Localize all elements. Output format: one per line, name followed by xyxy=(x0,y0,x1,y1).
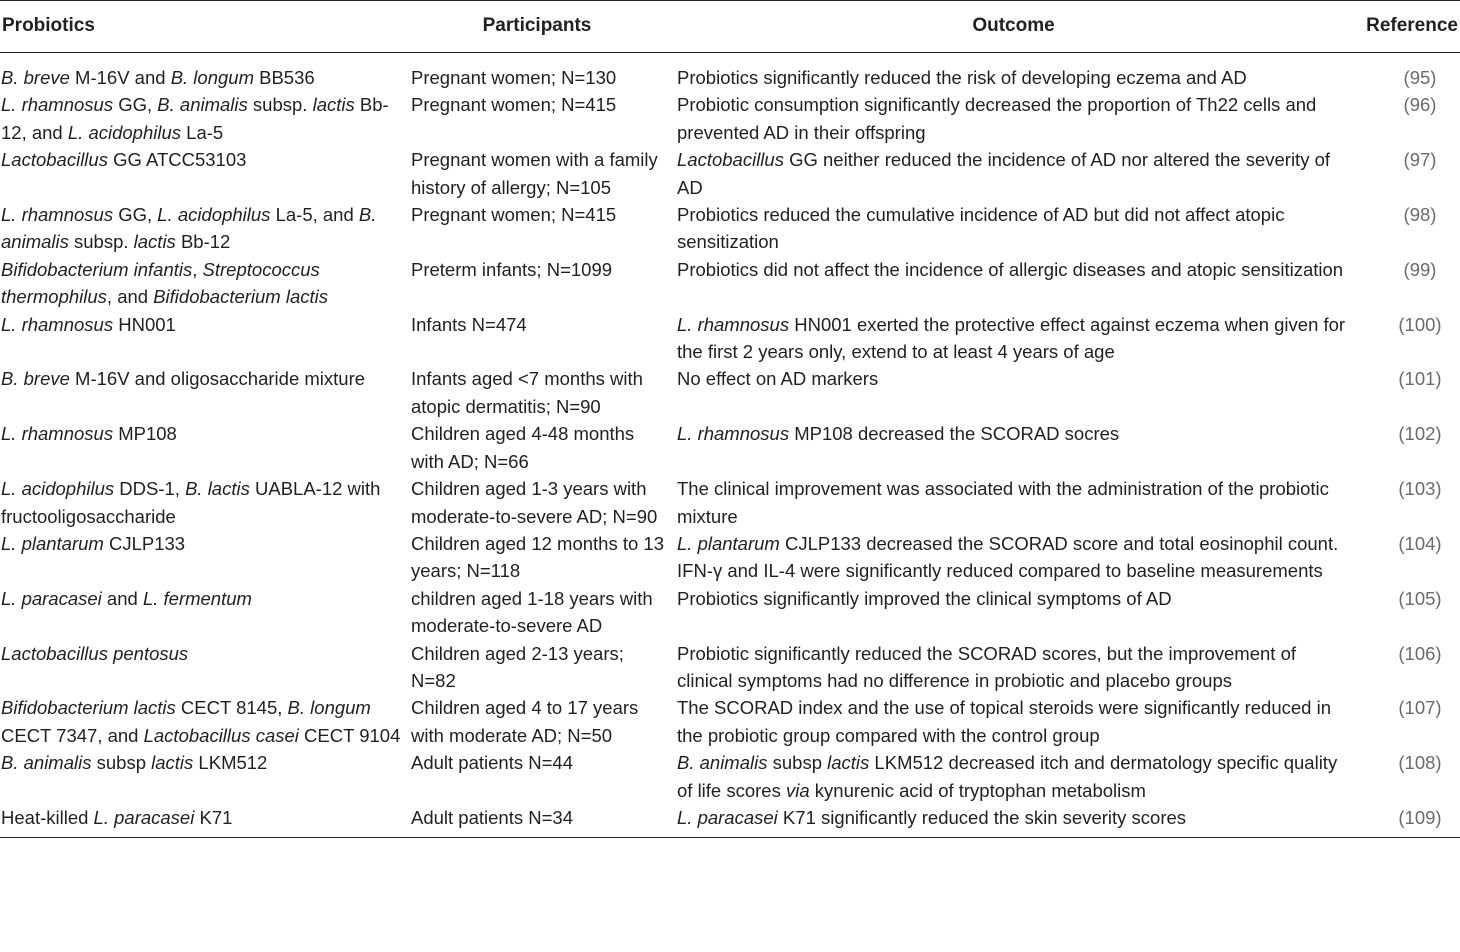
text-run: No effect on AD markers xyxy=(677,368,879,390)
text-run: GG ATCC53103 xyxy=(107,149,247,171)
cell-outcome xyxy=(671,804,1356,838)
text-run: CECT 9104 xyxy=(298,724,401,746)
cell-participants: Pregnant women; N=415 xyxy=(411,94,617,116)
italic-text-run: L. paracasei xyxy=(677,806,778,828)
cell-outcome xyxy=(671,420,1356,475)
text-run: , xyxy=(192,258,203,280)
cell-reference: (98) xyxy=(1403,204,1437,226)
italic-text-run: L. plantarum xyxy=(677,532,780,554)
text-run: Probiotic significantly reduced the SCORAD scores, but the improvement of clinical symptoms had no difference in probiotic and placebo groups xyxy=(677,642,1297,691)
text-run: K71 significantly reduced the skin severity scores xyxy=(777,806,1187,828)
text-run: Bb-12 xyxy=(175,231,231,253)
text-run: UABLA-12 with fructooligosaccharide xyxy=(1,478,381,527)
text-run: MP108 xyxy=(113,423,177,445)
cell-participants: Children aged 4-48 months with AD; N=66 xyxy=(411,423,635,472)
header-row xyxy=(0,1,1460,53)
cell-participants: Infants aged <7 months with atopic dermatitis; N=90 xyxy=(411,368,643,417)
italic-text-run: lactis xyxy=(133,231,176,253)
italic-text-run: B. breve xyxy=(1,67,70,88)
text-run: HN001 xyxy=(113,313,176,335)
italic-text-run: L. paracasei xyxy=(1,587,102,609)
table-row xyxy=(0,91,1460,146)
text-run: subsp. xyxy=(68,231,134,253)
text-run: The clinical improvement was associated with the administration of the probiotic mixture xyxy=(677,478,1329,527)
text-run: Probiotic consumption significantly decreased the proportion of Th22 cells and prevented AD in their offspring xyxy=(677,94,1317,143)
italic-text-run: L. rhamnosus xyxy=(1,204,114,226)
cell-participants: Adult patients N=34 xyxy=(403,804,671,838)
italic-text-run: B. longum xyxy=(170,67,254,88)
italic-text-run: L. plantarum xyxy=(1,532,104,554)
cell-probiotics xyxy=(0,749,403,804)
italic-text-run: Lactobacillus xyxy=(1,149,108,171)
text-run: subsp. xyxy=(247,94,313,116)
italic-text-run: Streptococcus thermophilus xyxy=(1,258,320,308)
italic-text-run: B. longum xyxy=(287,697,371,719)
text-run: MP108 decreased the SCORAD socres xyxy=(789,423,1120,445)
cell-probiotics xyxy=(0,256,403,311)
italic-text-run: L. acidophilus xyxy=(1,478,115,500)
italic-text-run: B. breve xyxy=(1,368,70,390)
italic-text-run: L. rhamnosus xyxy=(1,313,114,335)
italic-text-run: lactis xyxy=(312,94,355,116)
cell-reference: (101) xyxy=(1398,368,1442,390)
text-run: kynurenic acid of tryptophan metabolism xyxy=(809,779,1146,801)
italic-text-run: Lactobacillus xyxy=(677,149,784,171)
table-row xyxy=(0,53,1460,92)
text-run: LKM512 xyxy=(193,752,268,774)
text-run: subsp xyxy=(91,752,152,774)
text-run: and xyxy=(101,587,143,609)
italic-text-run: Bifidobacterium lactis xyxy=(153,286,329,308)
table-row xyxy=(0,694,1460,749)
cell-outcome xyxy=(671,530,1356,585)
text-run: subsp xyxy=(767,752,828,774)
text-run: GG, xyxy=(113,204,158,226)
text-run: La-5 xyxy=(181,121,224,143)
header-outcome: Outcome xyxy=(671,1,1356,53)
text-run: GG neither reduced the incidence of AD nor altered the severity of AD xyxy=(677,149,1331,198)
cell-probiotics xyxy=(0,530,403,585)
table-row xyxy=(0,804,1460,838)
text-run: CECT 7347, and xyxy=(1,724,144,746)
table-row xyxy=(0,420,1460,475)
cell-participants: Children aged 2-13 years; N=82 xyxy=(411,642,624,691)
text-run: Probiotics significantly improved the clinical symptoms of AD xyxy=(677,587,1172,609)
italic-text-run: L. acidophilus xyxy=(67,121,182,143)
cell-participants: Infants N=474 xyxy=(411,313,527,335)
cell-reference: (107) xyxy=(1398,697,1442,719)
cell-outcome xyxy=(671,640,1356,695)
table-row xyxy=(0,311,1460,366)
cell-probiotics xyxy=(0,311,403,366)
cell-probiotics xyxy=(0,53,403,92)
cell-probiotics xyxy=(0,475,403,530)
header-participants: Participants xyxy=(403,1,671,53)
cell-reference: (108) xyxy=(1398,752,1442,774)
italic-text-run: B. lactis xyxy=(185,478,250,500)
header-reference: Reference xyxy=(1356,1,1460,53)
italic-text-run: L. paracasei xyxy=(93,806,195,828)
text-run: BB536 xyxy=(253,67,315,88)
text-run: CJLP133 xyxy=(103,532,186,554)
italic-text-run: L. acidophilus xyxy=(157,204,271,226)
text-run: LKM512 decreased itch and dermatology specific quality of life scores xyxy=(677,752,1338,801)
text-run: Probiotics significantly reduced the risk of developing eczema and AD xyxy=(677,67,1247,88)
cell-probiotics xyxy=(0,804,403,838)
table-body xyxy=(0,53,1460,838)
table-row xyxy=(0,256,1460,311)
text-run: Heat-killed xyxy=(1,806,94,828)
cell-outcome xyxy=(671,585,1356,640)
cell-participants: Children aged 4 to 17 years with moderate AD; N=50 xyxy=(411,697,639,746)
cell-outcome xyxy=(671,53,1356,92)
cell-probiotics xyxy=(0,201,403,256)
italic-text-run: L. rhamnosus xyxy=(1,94,114,116)
table-row xyxy=(0,640,1460,695)
italic-text-run: B. animalis xyxy=(1,752,92,774)
cell-reference: (97) xyxy=(1403,149,1437,171)
italic-text-run: Bifidobacterium lactis xyxy=(1,697,176,719)
cell-reference: (105) xyxy=(1398,587,1442,609)
table-row xyxy=(0,201,1460,256)
table-row xyxy=(0,530,1460,585)
cell-participants: children aged 1-18 years with moderate-to-severe AD xyxy=(411,587,653,637)
italic-text-run: B. animalis xyxy=(677,752,768,774)
cell-probiotics xyxy=(0,91,403,146)
italic-text-run: lactis xyxy=(827,752,870,774)
text-run: , and xyxy=(106,286,154,308)
text-run: GG, xyxy=(113,94,158,116)
table-header xyxy=(0,1,1460,53)
text-run: Probiotics reduced the cumulative incidence of AD but did not affect atopic sensitization xyxy=(677,204,1285,253)
italic-text-run: L. rhamnosus xyxy=(677,313,790,335)
cell-reference: (104) xyxy=(1398,532,1442,554)
cell-probiotics xyxy=(0,420,403,475)
text-run: La-5, and xyxy=(270,204,359,226)
cell-outcome xyxy=(671,311,1356,366)
cell-reference: (106) xyxy=(1398,642,1442,664)
cell-probiotics xyxy=(0,694,403,749)
text-run: DDS-1, xyxy=(114,478,186,500)
cell-outcome xyxy=(671,365,1356,420)
table-row xyxy=(0,146,1460,201)
cell-reference: (96) xyxy=(1403,94,1437,116)
cell-probiotics xyxy=(0,146,403,201)
text-run: HN001 exerted the protective effect against eczema when given for the first 2 years only, extend to at least 4 years of age xyxy=(677,313,1346,363)
text-run: Probiotics did not affect the incidence of allergic diseases and atopic sensitization xyxy=(677,258,1344,280)
text-run: CECT 8145, xyxy=(175,697,288,719)
text-run: CJLP133 decreased the SCORAD score and total eosinophil count. IFN-γ and IL-4 were significantly reduced compared to baseline measurements xyxy=(677,532,1339,582)
cell-participants: Pregnant women; N=415 xyxy=(411,204,617,226)
cell-probiotics xyxy=(0,365,403,420)
italic-text-run: L. rhamnosus xyxy=(677,423,790,445)
cell-outcome xyxy=(671,256,1356,311)
italic-text-run: Lactobacillus casei xyxy=(143,724,299,746)
cell-participants: Pregnant women with a family history of allergy; N=105 xyxy=(411,149,658,198)
italic-text-run: via xyxy=(786,779,810,801)
cell-outcome xyxy=(671,91,1356,146)
cell-outcome xyxy=(671,146,1356,201)
cell-participants: Children aged 12 months to 13 years; N=118 xyxy=(411,532,665,582)
table-row xyxy=(0,585,1460,640)
cell-probiotics xyxy=(0,640,403,695)
cell-reference: (109) xyxy=(1356,804,1460,838)
text-run: The SCORAD index and the use of topical steroids were significantly reduced in the probiotic group compared with the control group xyxy=(677,697,1332,746)
cell-participants: Pregnant women; N=130 xyxy=(411,67,617,88)
cell-outcome xyxy=(671,749,1356,804)
cell-probiotics xyxy=(0,585,403,640)
italic-text-run: lactis xyxy=(151,752,194,774)
cell-participants: Adult patients N=44 xyxy=(411,752,573,774)
table-row xyxy=(0,365,1460,420)
cell-outcome xyxy=(671,694,1356,749)
cell-participants: Children aged 1-3 years with moderate-to-severe AD; N=90 xyxy=(411,478,658,527)
table-row xyxy=(0,475,1460,530)
cell-reference: (102) xyxy=(1398,423,1442,445)
italic-text-run: Bifidobacterium infantis xyxy=(1,258,193,280)
text-run: M-16V and oligosaccharide mixture xyxy=(69,368,366,390)
italic-text-run: L. rhamnosus xyxy=(1,423,114,445)
text-run: K71 xyxy=(194,806,233,828)
header-probiotics: Probiotics xyxy=(0,1,403,53)
cell-outcome xyxy=(671,475,1356,530)
table-row xyxy=(0,749,1460,804)
text-run: Bb-12, and xyxy=(1,94,389,143)
cell-reference: (103) xyxy=(1398,478,1442,500)
text-run: M-16V and xyxy=(69,67,171,88)
italic-text-run: B. animalis xyxy=(1,204,377,253)
cell-outcome xyxy=(671,201,1356,256)
cell-participants: Preterm infants; N=1099 xyxy=(411,258,613,280)
cell-reference: (99) xyxy=(1403,258,1437,280)
italic-text-run: L. fermentum xyxy=(142,587,252,609)
italic-text-run: B. animalis xyxy=(157,94,248,116)
cell-reference: (95) xyxy=(1403,67,1437,88)
cell-reference: (100) xyxy=(1398,313,1442,335)
italic-text-run: Lactobacillus pentosus xyxy=(1,642,189,664)
